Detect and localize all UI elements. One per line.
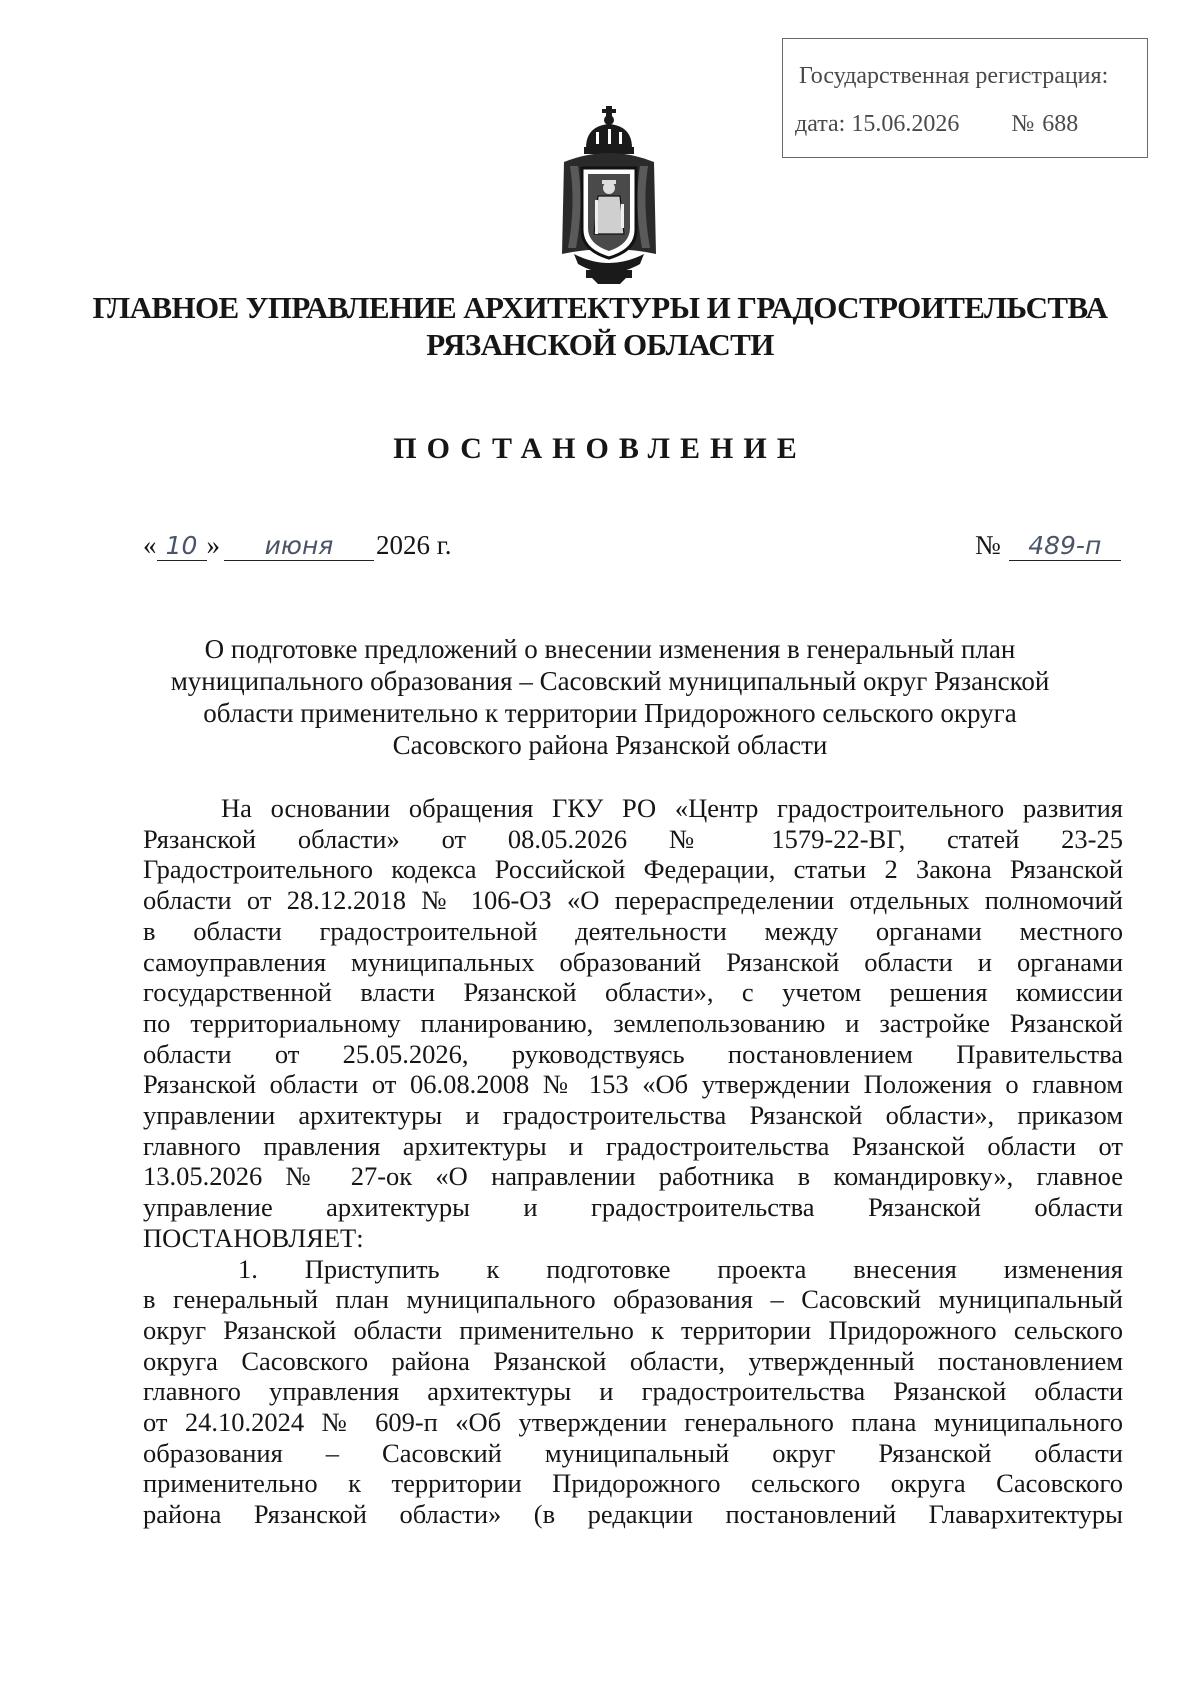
registration-date-label: дата: [795, 111, 846, 137]
subject-line: О подготовке предложений о внесении изменения в генеральный план [204, 634, 1016, 664]
body-line: ПОСТАНОВЛЯЕТ: [143, 1222, 364, 1253]
registration-details [795, 111, 1078, 138]
body-line: от 24.10.2024 № 609-п «Об утверждении генерального плана муниципального [143, 1407, 1123, 1438]
document-date [143, 530, 452, 561]
date-day: 10 [157, 532, 207, 561]
body-line: управлении архитектуры и градостроительства Рязанской области», приказом [143, 1100, 1123, 1131]
body-line: по территориальному планированию, землепользованию и застройке Рязанской [143, 1007, 1123, 1038]
document-number [975, 530, 1121, 561]
body-line: района Рязанской области» (в редакции постановлений Главархитектуры [143, 1499, 1123, 1530]
registration-date: 15.06.2026 [851, 111, 960, 137]
date-close-quote: » [206, 530, 220, 560]
date-open-quote: « [143, 530, 157, 560]
subject-line: области применительно к территории Придорожного сельского округа [203, 698, 1017, 728]
body-line: округа Сасовского района Рязанской области, утвержденный постановлением [143, 1345, 1123, 1376]
body-line: Рязанской области» от 08.05.2026 № 1579-22-ВГ, статей 23-25 [143, 823, 1123, 854]
ryazan-coat-of-arms-icon [556, 104, 662, 286]
document-number-label: № [975, 530, 1001, 560]
body-line: государственной власти Рязанской области», с учетом решения комиссии [143, 977, 1123, 1008]
registration-number-label: № [1011, 111, 1035, 137]
document-number-value: 489-п [1009, 532, 1121, 561]
date-month: июня [224, 532, 374, 561]
body-line: 13.05.2026 № 27-ок «О направлении работника в командировку», главное [143, 1161, 1123, 1192]
date-year: 2026 г. [376, 530, 452, 560]
subject-line: муниципального образования – Сасовский муниципальный округ Рязанской [170, 666, 1050, 696]
body-line: применительно к территории Придорожного сельского округа Сасовского [143, 1468, 1123, 1499]
body-line: образования – Сасовский муниципальный округ Рязанской области [143, 1437, 1123, 1468]
subject-line: Сасовского района Рязанской области [392, 730, 828, 760]
registration-title: Государственная регистрация: [799, 63, 1109, 89]
body-line: в генеральный план муниципального образования – Сасовский муниципальный [143, 1284, 1123, 1315]
body-line: Рязанской области от 06.08.2008 № 153 «Об утверждении Положения о главном [143, 1069, 1123, 1100]
organization-title-line-2: РЯЗАНСКОЙ ОБЛАСТИ [426, 327, 774, 362]
registration-stamp [782, 38, 1148, 158]
body-line: На основании обращения ГКУ РО «Центр градостроительного развития [221, 793, 1123, 823]
document-subject [150, 633, 1070, 761]
body-line: самоуправления муниципальных образований Рязанской области и органами [143, 946, 1123, 977]
body-line: главного управления архитектуры и градостроительства Рязанской области [143, 1376, 1123, 1407]
body-line: управление архитектуры и градостроительства Рязанской области [143, 1192, 1123, 1223]
body-line: округ Рязанской области применительно к территории Придорожного сельского [143, 1314, 1123, 1345]
body-line: области от 28.12.2018 № 106-ОЗ «О перераспределении отдельных полномочий [143, 885, 1123, 916]
document-body [143, 793, 1123, 1530]
body-line: главного правления архитектуры и градостроительства Рязанской области от [143, 1130, 1123, 1161]
registration-number: 688 [1042, 111, 1079, 137]
body-line: в области градостроительной деятельности между органами местного [143, 915, 1123, 946]
document-type: ПОСТАНОВЛЕНИЕ [393, 432, 807, 465]
body-line: 1. Приступить к подготовке проекта внесения изменения [238, 1253, 1123, 1284]
body-line: Градостроительного кодекса Российской Федерации, статьи 2 Закона Рязанской [143, 854, 1123, 885]
body-line: области от 25.05.2026, руководствуясь постановлением Правительства [143, 1038, 1123, 1069]
organization-title-line-1: ГЛАВНОЕ УПРАВЛЕНИЕ АРХИТЕКТУРЫ И ГРАДОСТРОИТЕЛЬСТВА [92, 290, 1108, 325]
